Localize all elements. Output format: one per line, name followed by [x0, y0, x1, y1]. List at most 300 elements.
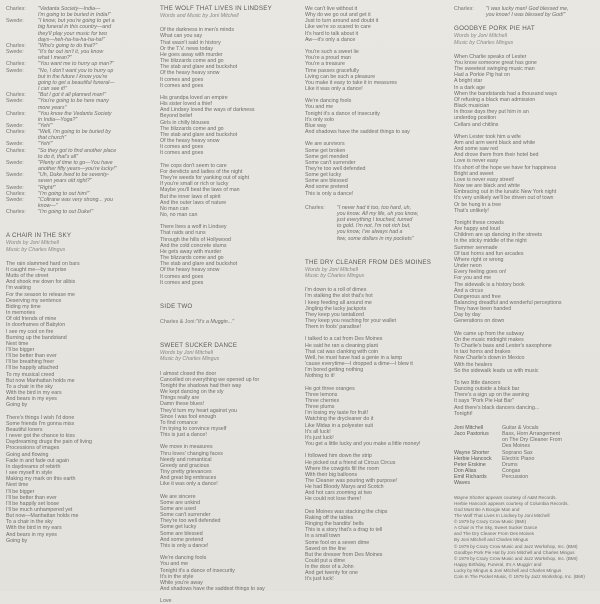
lyric-line: They keep you tantalized	[305, 311, 364, 318]
lyric-line: Every feeling goes on!	[454, 269, 507, 276]
lyric-line: They're weeds for yanking out of sight	[160, 175, 250, 182]
lyric-line: The cops don't seem to care	[160, 162, 227, 169]
lyric-line: Cancelled on everything we opened up for	[160, 376, 260, 383]
lyric-line: Black musician	[454, 103, 490, 110]
lyric-line: It comes and goes	[160, 144, 204, 151]
lyric-line: It's just luck!	[305, 576, 334, 583]
lyric-line: And bears in my eyes	[6, 396, 57, 403]
lyric-line: Living can be such a pleasure	[305, 73, 376, 80]
lyric-line: So the sidewalk leads us with music	[454, 367, 539, 374]
spoken-text	[38, 209, 151, 215]
lyric-line: Are happy and loud	[454, 226, 500, 233]
lyric-line: It's in the style	[160, 573, 194, 580]
lyric-line: Them in fools' paradise!	[305, 324, 362, 331]
lyric-line: It's all luck!	[305, 428, 331, 435]
lyric-line: Some can't surrender	[305, 159, 356, 166]
lyric-line: And shadows have the saddest things to say	[305, 129, 410, 136]
lyric-line: It comes and goes	[160, 279, 204, 286]
speaker-name: Charles & Joni:	[160, 318, 196, 325]
lyric-line: Or be hung in a tree	[454, 201, 502, 208]
lyric-line: Next time	[6, 482, 29, 489]
lyric-line: Some get lucky	[160, 524, 197, 531]
lyric-line: In the door of a John	[305, 564, 354, 571]
lyric-line: To my musical creed	[6, 371, 55, 378]
lyric-line: Cellars and chitlins	[454, 121, 499, 128]
spoken-text	[38, 197, 151, 209]
spoken-line: just everything I touched, turned	[337, 217, 413, 224]
spoken-line: more years"	[38, 104, 67, 111]
song-credit: Music by Charles Mingus	[454, 39, 514, 46]
lyric-line: And some saw red	[454, 146, 498, 153]
lyric-line: It says "Pork Pie Hat Bar"	[454, 398, 514, 405]
lyric-line: He gets away with murder	[160, 248, 222, 255]
lyric-line: There lives a wolf in Lindsey	[160, 224, 227, 231]
spoken-text	[38, 98, 151, 110]
lyric-line: You're such a sweet lie	[305, 49, 359, 56]
lyric-line: Where the cowgirls fill the room	[305, 465, 379, 472]
lyric-line: They'd turn my heart against you	[160, 407, 237, 414]
role-line: Des Moines	[502, 443, 530, 450]
lyric-line: Arm and arm went black and white	[454, 139, 536, 146]
lyric-line: And great big embraces	[160, 475, 217, 482]
lyric-line: Greedy and gracious	[160, 462, 210, 469]
lyric-line: Needy and romantical	[160, 456, 212, 463]
lyric-line: And hot cars zooming at two	[305, 490, 372, 497]
lyric-line: In the sticky middle of the night	[454, 238, 527, 245]
song-title-chair-in-the-sky: A CHAIR IN THE SKY	[6, 232, 72, 240]
note-line: The Wolf That Lives In Lindsey by Joni Mitchell	[454, 512, 550, 518]
lyric-line: Tonight these crowds	[454, 219, 504, 226]
lyric-line: It comes and goes	[160, 82, 204, 89]
lyric-line: If you're small or rich or lucky	[160, 181, 229, 188]
song-title-wolf-that-lives-in-lindsey: THE WOLF THAT LIVES IN LINDSEY	[160, 5, 273, 12]
copyright-notes	[454, 495, 598, 581]
lyric-line: Deserving my sentence	[6, 297, 62, 304]
spoken-line: "No, I don't want you to hurry up	[38, 67, 114, 74]
lyric-line: Could put a dime	[305, 558, 346, 565]
lyric-line: Through the hills of Hollywood	[160, 236, 231, 243]
lyric-line: It's just luck!	[305, 434, 334, 441]
lyric-line: They have been handed	[454, 306, 512, 313]
lyric-line: underdog position	[454, 115, 497, 122]
lyric-line: Girls in chilly blouses	[160, 119, 210, 126]
spoken-line: "Right!"	[38, 184, 56, 191]
lyric-line: The blizzards come and go	[160, 58, 224, 65]
lyric-line: To Charlie's bass and Lester's saxophone	[454, 343, 552, 350]
lyric-line: Raking off the tables	[305, 514, 354, 521]
musician-name: Don Alias	[454, 468, 477, 475]
lyric-line: Damn these blues!	[160, 401, 205, 408]
spoken-text	[38, 111, 151, 123]
lyric-line: There's a sign up on the awning	[454, 392, 529, 399]
lyric-line: Beyond belief	[160, 113, 193, 120]
lyric-line: Like it was only a dance!	[160, 481, 218, 488]
song-title-dry-cleaner-from-des-moines: THE DRY CLEANER FROM DES MOINES	[305, 258, 432, 266]
lyric-line: The sidewalk is a history book	[454, 281, 525, 288]
song-title-goodbye-pork-pie-hat: GOODBYE PORK PIE HAT	[454, 25, 535, 33]
lyric-line: I'll be bigger	[6, 346, 35, 353]
lyric-line: In doorframes of Babylon	[6, 322, 66, 329]
lyric-line: And there's black dancers dancing...	[454, 404, 540, 411]
lyric-line: They're too well defended	[305, 166, 366, 173]
lyric-line: Since I was fool enough	[160, 413, 217, 420]
spoken-line: "You want me to hurry up man?"	[38, 61, 114, 68]
lyric-line: I'm bored getting nothing	[305, 367, 364, 374]
lyric-line: Bright and sweet	[454, 170, 494, 177]
note-line: and The Dry Cleaner From Des Moines	[454, 531, 535, 537]
lyric-line: Embracing out in the lunatic New York night	[454, 189, 557, 196]
lyric-line: I'm losing my taste for fruit!	[305, 410, 369, 417]
speaker-name: Swede:	[6, 49, 24, 56]
role-line: Electric Piano	[502, 455, 535, 462]
speaker-name: Swede:	[6, 18, 24, 25]
lyric-line: For derelicts and ladies of the night	[160, 168, 243, 175]
speaker-name: Charles:	[6, 147, 26, 154]
lyric-line: And the cold concrete slums	[160, 242, 227, 249]
role-line: Bass, Horn Arrangement	[502, 431, 560, 438]
song-credit: Music by Charles Mingus	[6, 246, 66, 253]
lyric-line: No, no man can	[160, 211, 198, 218]
lyric-line: Why do we go out and get it	[305, 12, 371, 19]
lyric-line: This is a story that's a drag to tell	[305, 527, 383, 534]
lyric-line: And Lindsey loved the ways of darkness	[160, 107, 255, 114]
lyric-line: Tonight!	[454, 410, 473, 417]
lyric-line: Blue way	[305, 122, 327, 129]
lyric-line: It comes and goes	[160, 150, 204, 157]
lyric-line: Balancing dreadful and wonderful perceptions	[454, 300, 562, 306]
note-line: Wayne Shorter appears courtesy of A&M Records.	[454, 494, 557, 500]
lyric-line: 'cause everytime—I dropped a dime—I blew it	[305, 361, 413, 368]
lyric-line: I'll be happily set loose	[6, 500, 60, 507]
lyric-line: And a circus	[454, 287, 484, 294]
lyric-line: Dancing outside a black bar	[454, 386, 520, 393]
dialogue-line	[6, 98, 151, 110]
lyric-line: Under neon	[454, 263, 482, 270]
personnel-row	[454, 431, 598, 449]
lyric-line: They keep you reaching for your wallet	[305, 317, 396, 324]
dialogue-line	[454, 6, 598, 18]
spoken-text	[38, 129, 151, 141]
lyric-line: Dangerous and free	[454, 293, 501, 300]
lyric-line: To find romance	[160, 419, 198, 426]
speaker-name: Charles:	[6, 42, 26, 49]
lyric-line: Going and flowing	[6, 451, 49, 458]
lyric-line: You make it easy to take it in measures	[305, 79, 397, 86]
lyric-line: He said he ran a cleaning plant	[305, 342, 379, 349]
lyric-line: Of taxi horns and fun arcades	[454, 250, 524, 257]
lyric-line: And some pretend	[305, 184, 349, 191]
lyric-line: I almost closed the door	[160, 370, 217, 377]
spoken-line: "I know, but you're going to get a	[38, 18, 115, 25]
lyric-line: The Cleaner was pouring with purpose!	[305, 478, 398, 484]
dialogue-line	[6, 49, 151, 61]
lyric-line: Some are blessed	[160, 530, 203, 537]
lyric-line: Just to turn around and doubt it	[305, 18, 379, 25]
lyric-line: Mutts of the street	[6, 273, 49, 280]
lyric-line: Of the heavy heavy snow	[160, 138, 220, 145]
musician-name: Waves	[454, 480, 470, 487]
dialogue-line	[6, 111, 151, 123]
side-two-heading: SIDE TWO	[160, 302, 193, 310]
lyric-line: He got three oranges	[305, 385, 355, 392]
lyric-line: What can you say	[160, 33, 203, 40]
spoken-text	[38, 148, 151, 160]
role-line: Guitar & Vocals	[502, 424, 539, 431]
musician-name: Herbie Hancock	[454, 455, 492, 462]
spoken-line: "Yeh!"	[38, 141, 53, 148]
lyric-line: To two little dancers	[454, 380, 501, 386]
song-credit: Words by Joni Mitchell	[6, 240, 59, 247]
spoken-line: days—heh-ha-ha-ha-ha-ha!"	[38, 36, 105, 43]
lyric-line: It caught me—by surprise	[6, 266, 67, 273]
speaker-name: Charles:	[6, 129, 26, 136]
role-line: Percussion	[502, 474, 529, 481]
dialogue-line	[6, 160, 151, 172]
lyric-line: Thru loves' changing faces	[160, 450, 223, 457]
lyric-line: Like it was only a dance!	[305, 86, 363, 93]
lyric-line: Aw—it's only a dance	[305, 36, 356, 43]
dialogue-line	[6, 209, 151, 215]
spoken-line: I'm going to be buried in India!"	[38, 12, 111, 19]
speaker-name: Charles:	[6, 190, 26, 197]
note-line: Lucky by Mingus & Joni Mitchell and Charles Mingus	[454, 568, 562, 574]
lyric-line: His sister loved a thief	[160, 101, 212, 108]
spoken-line: know—"	[38, 203, 58, 209]
column-4	[454, 6, 598, 588]
spoken-line: few, some dollars in my pockets"	[337, 235, 414, 242]
spoken-text	[38, 68, 151, 93]
lyric-line: Biding my time	[6, 303, 41, 310]
speaker-name: Swede:	[6, 141, 24, 148]
lyric-line: But the dresser from Des Moines	[305, 551, 383, 558]
lyric-line: We are survivors	[305, 141, 345, 148]
lyric-line: Generations on down	[454, 318, 505, 325]
lyric-line: The stab and glare and buckshot	[160, 64, 238, 71]
speaker-name: Swede:	[6, 98, 24, 105]
lyric-line: When Lester took him a wife	[454, 133, 521, 140]
lyric-line: Love	[160, 598, 172, 604]
spoken-line: another fifty years—you're lucky!"	[38, 166, 117, 173]
lyric-line: For you and me	[454, 275, 492, 282]
lyric-line: Some get lucky	[305, 172, 342, 179]
speaker-name: Charles:	[6, 6, 26, 12]
spoken-text	[337, 205, 455, 242]
lyric-line: Things really are	[160, 395, 200, 402]
lyric-line: Of refusing a black man admission	[454, 96, 536, 103]
note-line: Happy Birthday, Funeral, It's A Muggin' and	[454, 562, 542, 568]
lyric-line: The blizzards come and go	[160, 255, 224, 262]
note-line: By Joni Mitchell and Charles Mingus	[454, 537, 529, 543]
lyric-line: This is only a dance!	[160, 542, 209, 549]
lyric-line: Of the heavy heavy snow	[160, 70, 220, 77]
spoken-line: "Yeh!"	[38, 122, 53, 129]
lyric-line: I never got the chance to kiss	[6, 433, 75, 440]
lyric-line: I see myself in style	[6, 470, 53, 477]
lyric-line: Watching the drycleaner do it	[305, 416, 374, 423]
lyric-line: We can't live without it	[305, 6, 358, 12]
spoken-line: "Well, I'm going to be buried by	[38, 129, 111, 136]
song-credit: Words and Music by Joni Mitchell	[160, 13, 239, 20]
lyric-line: Some can't surrender	[160, 512, 211, 519]
lyric-line: Going by	[6, 537, 28, 544]
spoken-text	[38, 172, 151, 184]
lyric-line: I'm stalking the slot that's hot	[305, 293, 373, 300]
lyric-line: We're dancing fools	[305, 98, 352, 105]
lyric-line: I'll be happily attached	[6, 365, 59, 372]
note-line: Herbie Hancock appears courtesy of Columbia Records.	[454, 500, 569, 506]
spoken-text	[38, 160, 151, 172]
lyric-line: We are sincere	[160, 493, 196, 500]
lyric-line: We move in measures	[160, 444, 213, 451]
lyric-line: Next time	[6, 340, 29, 347]
lyric-line: You and me	[160, 561, 189, 568]
musician-role	[502, 480, 598, 486]
spoken-line: "Who's going to do that?"	[38, 42, 98, 49]
lyric-line: But the inner laws of spirit	[160, 193, 221, 200]
spoken-line: you know, I've always had a	[337, 229, 403, 236]
lyric-line: This is just a dance!	[160, 432, 207, 439]
spoken-line: going to get a beautiful funeral—	[38, 79, 115, 86]
note-line: © 1979 by Crazy Crow Music and Jazz Workshop, Inc. (BMI)	[454, 543, 578, 549]
speaker-name: Charles:	[305, 204, 325, 211]
dialogue-line	[6, 6, 151, 18]
lyric-line: Some get mended	[305, 153, 349, 160]
lyric-line: Maybe you'll beat the laws of man	[160, 187, 240, 194]
lyric-line: In those days they put him in an	[454, 109, 529, 116]
lyric-line: Of the heavy heavy snow	[160, 267, 220, 274]
lyric-line: Time passes gracefully	[305, 67, 359, 74]
speaker-name: Charles:	[454, 6, 474, 12]
musician-name: Wayne Shorter	[454, 449, 490, 456]
spoken-line: to gold. I'm not, I'm not rich but,	[337, 223, 411, 230]
lyric-line: Tonight it's a dance of insecurity	[160, 567, 235, 574]
lyric-line: With the bird in my ears	[6, 525, 62, 532]
spoken-line: I can see it!"	[38, 86, 67, 93]
lyric-line: Three lemons	[305, 391, 338, 398]
lyric-line: You're a proud man	[305, 55, 351, 62]
lyric-line: The rain slammed hard on bars	[6, 260, 80, 267]
lyric-line: I talked to a cat from Des Moines	[305, 336, 383, 343]
spoken-line: they'll play your music for two	[38, 30, 108, 37]
note-line: Coin In The Pocket Music, © 1979 by Jazz Workshop, Inc. (BMI)	[454, 574, 585, 580]
lyric-line: Children are up dancing in the streets	[454, 232, 543, 239]
lyric-line: The sweetest swinging music man	[454, 66, 535, 73]
spoken-line: "Vedanta Society—India—	[38, 6, 101, 12]
spoken-line: to do it, that's all"	[38, 153, 78, 160]
lyric-line: Some are blessed	[305, 178, 348, 185]
spoken-line: "It's far out isn't it, you know	[38, 49, 104, 56]
lyric-line: Daydreaming drugs the pain of living	[6, 439, 92, 446]
musician-role	[502, 431, 598, 449]
song-credit: Words by Joni Mitchell	[160, 350, 213, 357]
lyric-line: It's short of the hope we have for happiness	[454, 164, 557, 171]
lyric-line: With the healers	[454, 361, 493, 368]
spoken-line: but in the future I know you're	[38, 73, 108, 80]
spoken-line: "I never had it too, too hard, uh,	[337, 204, 412, 211]
lyric-line: Three cherries	[305, 397, 340, 404]
lyric-line: And bears in my eyes	[6, 531, 57, 538]
speaker-name: Swede:	[6, 184, 24, 191]
lyric-line: And drove them from their hotel bed	[454, 152, 539, 159]
personnel-row	[454, 480, 598, 486]
spoken-line: that church"	[38, 135, 67, 142]
lyric-line: Jingling the lucky jackpots	[305, 305, 367, 312]
note-line: © 1979 by Crazy Crow Music (BMI)	[454, 519, 527, 525]
musician-name: Emil Richards	[454, 474, 487, 481]
dialogue-line	[6, 18, 151, 43]
lyric-line: Of the darkness in men's minds	[160, 27, 235, 34]
lyric-line: In taxi horns and brakes	[454, 349, 511, 356]
song-title-sweet-sucker-dance: SWEET SUCKER DANCE	[160, 342, 238, 350]
lyric-line: Some fool on a seven dime	[305, 539, 370, 546]
lyric-line: In a dark age	[454, 84, 485, 91]
lyric-line: They're too well defended	[160, 518, 221, 525]
lyric-line: Well, he must have had a genie in a lamp	[305, 354, 403, 361]
lyric-line: The stab and glare and buckshot	[160, 131, 238, 138]
note-line: God Must Be A Boogie Man and	[454, 506, 520, 512]
spoken-line: "I'm going to out him!"	[38, 190, 90, 197]
lyric-line: Tonight it's a dance of insecurity	[305, 110, 380, 117]
spoken-text	[486, 6, 598, 18]
role-line: Drums	[502, 461, 518, 468]
lyric-line: On the music midnight makes	[454, 336, 524, 343]
lyric-line: With the bird in my ears	[6, 390, 62, 397]
role-line: Congas	[502, 468, 521, 475]
spoken-line: in India—Yoga?"	[38, 116, 78, 123]
lyric-line: It's very unlikely we'll be driven out of town	[454, 195, 554, 202]
note-line: © 1979 by Crazy Crow Music and Jazz Workshop, Inc. (BMI)	[454, 555, 578, 561]
lyric-line: Three plums	[305, 404, 335, 411]
song-credit: Music by Charles Mingus	[160, 356, 220, 363]
speaker-name: Charles:	[6, 92, 26, 99]
spoken-line: "You're going to be here many	[38, 98, 109, 105]
lyric-line: Love is never easy	[454, 158, 499, 165]
lyrics-dry-cleaner	[305, 287, 455, 582]
spoken-line: "I'm going to out Duke!"	[38, 209, 94, 216]
lyric-line: I'm waiting	[6, 285, 31, 292]
personnel-list	[454, 425, 598, 487]
lyric-line: That cat was clanking with coin	[305, 348, 379, 355]
speaker-name: Charles:	[6, 110, 26, 117]
lyrics-goodbye-pork-pie-hat	[454, 54, 598, 417]
spoken-text	[38, 49, 151, 61]
spoken-line: "So they got to find another place	[38, 147, 117, 154]
lyric-line: Where right or wrong	[454, 256, 504, 263]
lyric-line: I'm trying to convince myself	[160, 426, 227, 433]
speaker-name: Swede:	[6, 196, 24, 203]
dialogue-line	[6, 129, 151, 141]
lyric-line: His grandpa loved an empire	[160, 95, 228, 102]
dialogue-block	[6, 6, 151, 215]
speaker-name: Swede:	[6, 172, 24, 179]
lyric-line: Saved on the line	[305, 545, 346, 552]
lyric-line: He picked out a friend at Circus Circus	[305, 459, 396, 466]
lyric-line: That's unlikely!	[454, 207, 489, 214]
lyric-line: It's hard to talk about it	[305, 30, 359, 37]
speaker-name: Swede:	[6, 159, 24, 166]
lyric-line: Some friends I'm gonna miss	[6, 420, 75, 427]
dialogue-line	[6, 197, 151, 209]
lyric-line: And the outer laws of nature	[160, 199, 227, 206]
lyric-line: We kept dancing on the sly	[160, 389, 224, 396]
lyric-line: I'll be much unhampered yet	[6, 507, 73, 514]
lyric-line: Now we are black and white	[454, 183, 520, 190]
lyric-line: Summer serenade	[454, 244, 498, 251]
lyric-line: Fade in and fade out again	[6, 457, 70, 464]
lyric-line: It's only solo	[305, 116, 334, 123]
spoken-line: "But I got it all planned man!"	[38, 92, 106, 99]
lyric-line: Love is never easy street!	[454, 176, 515, 183]
